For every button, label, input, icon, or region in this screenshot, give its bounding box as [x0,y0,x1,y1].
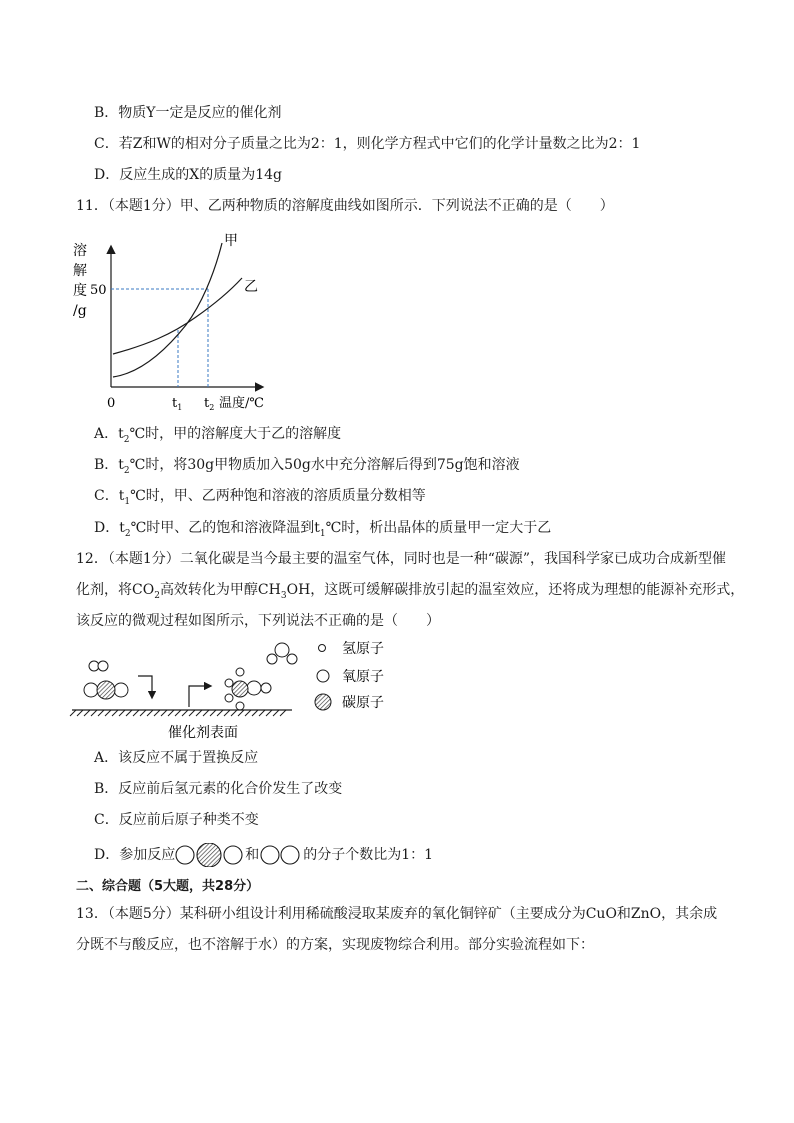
legend-oxygen-icon [317,670,329,682]
q12-option-b: B．反应前后氢元素的化合价发生了改变 [94,781,343,797]
x-tick-t2: $t_2$ [204,396,215,412]
h2-molecule-inline-icon [259,843,303,867]
catalyst-surface-hatching [70,710,286,716]
q10-option-c: C．若Z和W的相对分子质量之比为2：1，则化学方程式中它们的化学计量数之比为2：1 [94,136,641,152]
solubility-curve-graph [66,225,296,420]
y-axis-label-2: 解 [73,263,87,279]
q10-option-b: B．物质Y一定是反应的催化剂 [94,105,282,121]
q12-option-d: D．参加反应 和 的分子个数比为1：1 [94,842,433,868]
q13-stem-line-2: 分既不与酸反应，也不溶解于水）的方案，实现废物综合利用。部分实验流程如下： [76,937,594,953]
x-tick-t1: $t_1$ [172,396,183,412]
legend-oxygen-label: 氧原子 [342,669,384,685]
origin-label: 0 [107,396,116,411]
adsorption-arrow-icon [138,676,152,697]
desorption-arrow-icon [189,686,210,707]
catalyst-surface-label: 催化剂表面 [168,725,238,741]
q12-stem-line-2: 化剂，将$CO_2$高效转化为甲醇$CH_3OH$，这既可缓解碳排放引起的温室效应，还将成为理想的能源补充形式， [76,582,745,601]
y-axis-label-1: 溶 [73,243,87,259]
q11-option-a: A．$t_2℃$时，甲的溶解度大于乙的溶解度 [94,426,342,445]
co2-molecule-inline-icon [175,843,245,867]
y-tick-50: 50 [90,283,107,298]
q11-stem: 11．（本题1分）甲、乙两种物质的溶解度曲线如图所示．下列说法不正确的是（ ） [76,198,614,214]
q10-option-d: D．反应生成的X的质量为14g [94,167,282,183]
hydrogen-molecule-icon [89,661,108,671]
q12-option-c: C．反应前后原子种类不变 [94,812,259,828]
q11-option-c: C．$t_1℃$时，甲、乙两种饱和溶液的溶质质量分数相等 [94,488,426,507]
q12-stem-line-3: 该反应的微观过程如图所示，下列说法不正确的是（ ） [76,613,440,629]
legend-hydrogen-label: 氢原子 [342,641,384,657]
x-axis-label: 温度/℃ [219,396,264,411]
curve-yi-label: 乙 [244,279,258,295]
methanol-molecule-icon [225,668,271,710]
carbon-dioxide-molecule-icon [84,681,128,699]
q11-option-b: B．$t_2℃$时，将30g甲物质加入50g水中充分溶解后得到75g饱和溶液 [94,457,520,476]
legend-hydrogen-icon [319,645,326,652]
water-molecule-icon [267,643,297,664]
y-axis-label-4: /g [73,303,87,319]
q13-stem-line-1: 13．（本题5分）某科研小组设计利用稀硫酸浸取某废弃的氧化铜锌矿（主要成分为CuO和ZnO，其余成 [76,906,718,922]
section-2-title: 二、综合题（5大题，共28分） [76,879,260,894]
y-axis-label-3: 度 [73,283,87,299]
legend-carbon-label: 碳原子 [342,695,384,711]
reaction-micro-diagram [66,636,406,746]
legend-carbon-icon [315,694,331,710]
q12-stem-line-1: 12．（本题1分）二氧化碳是当今最主要的温室气体，同时也是一种“碳源”，我国科学家已成功合成新型催 [76,551,727,567]
curve-jia-label: 甲 [224,233,238,249]
q11-option-d: D．$t_2℃$时甲、乙的饱和溶液降温到$t_1℃$时，析出晶体的质量甲一定大于乙 [94,520,552,539]
q12-option-a: A．该反应不属于置换反应 [94,750,259,766]
